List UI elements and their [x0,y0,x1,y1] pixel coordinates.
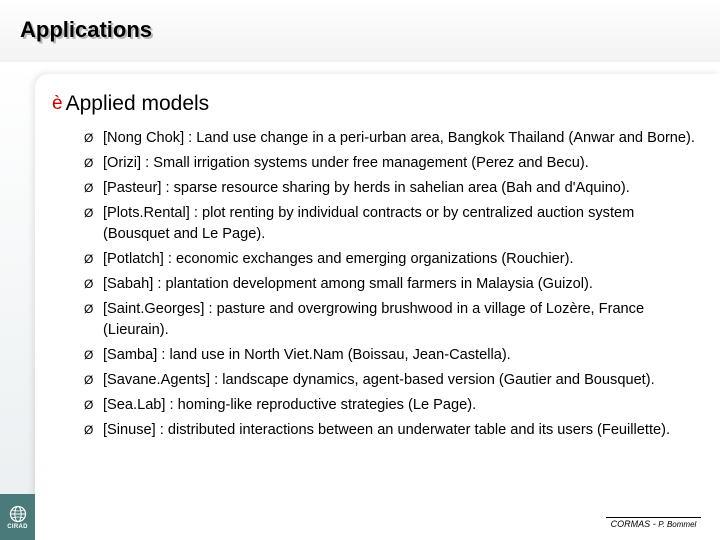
bullet-arrow-icon: Ø [84,348,94,362]
footer-label: CORMAS [610,519,651,529]
list-item [84,203,704,245]
list-item-text: [Samba] : land use in North Viet.Nam (Boissau, Jean-Castella). [103,347,511,363]
bullet-arrow-icon: Ø [84,252,94,266]
left-rail [0,62,35,540]
bullet-arrow-icon: Ø [84,156,94,170]
list-item-text: [Saint.Georges] : pasture and overgrowing brushwood in a village of Lozère, France (Lieurain). [103,301,645,338]
section-heading-row [52,91,712,117]
list-item [84,420,704,441]
list-item [84,395,704,416]
footer-credit [606,517,701,529]
section-heading: Applied models [65,92,210,115]
footer-author: P. Bommel [658,520,697,529]
bullet-arrow-icon: Ø [84,373,94,387]
cirad-logo [0,494,35,540]
bullet-arrow-icon: Ø [84,181,94,195]
bullet-arrow-icon: Ø [84,398,94,412]
globe-icon [9,505,27,523]
bullet-arrow-icon: Ø [84,206,94,220]
bullet-arrow-icon: Ø [84,423,94,437]
bullet-arrow-icon: Ø [84,277,94,291]
footer-separator: - [652,519,656,529]
list-item-text: [Potlatch] : economic exchanges and emerging organizations (Rouchier). [103,251,574,267]
list-item-text: [Orizi] : Small irrigation systems under free management (Perez and Becu). [103,155,589,171]
list-item [84,370,704,391]
bullet-arrow-icon: Ø [84,302,94,316]
logo-text: CIRAD [7,523,28,530]
list-item-text: [Sinuse] : distributed interactions between an underwater table and its users (Feuillette). [103,422,671,438]
slide-title: Applications [20,17,153,42]
model-list [84,128,704,445]
list-item-text: [Savane.Agents] : landscape dynamics, agent-based version (Gautier and Bousquet). [103,372,655,388]
list-item [84,249,704,270]
list-item [84,128,704,149]
list-item [84,178,704,199]
list-item-text: [Pasteur] : sparse resource sharing by herds in sahelian area (Bah and d'Aquino). [103,180,630,196]
list-item [84,345,704,366]
list-item-text: [Sea.Lab] : homing-like reproductive strategies (Le Page). [103,397,477,413]
list-item [84,274,704,295]
bullet-arrow-icon: Ø [84,131,94,145]
list-item [84,299,704,341]
list-item-text: [Nong Chok] : Land use change in a peri-urban area, Bangkok Thailand (Anwar and Borne). [103,130,695,146]
list-item [84,153,704,174]
arrow-right-icon: è [52,93,63,114]
list-item-text: [Sabah] : plantation development among small farmers in Malaysia (Guizol). [103,276,593,292]
list-item-text: [Plots.Rental] : plot renting by individual contracts or by centralized auction system (Bousquet and Le Page). [103,205,635,242]
